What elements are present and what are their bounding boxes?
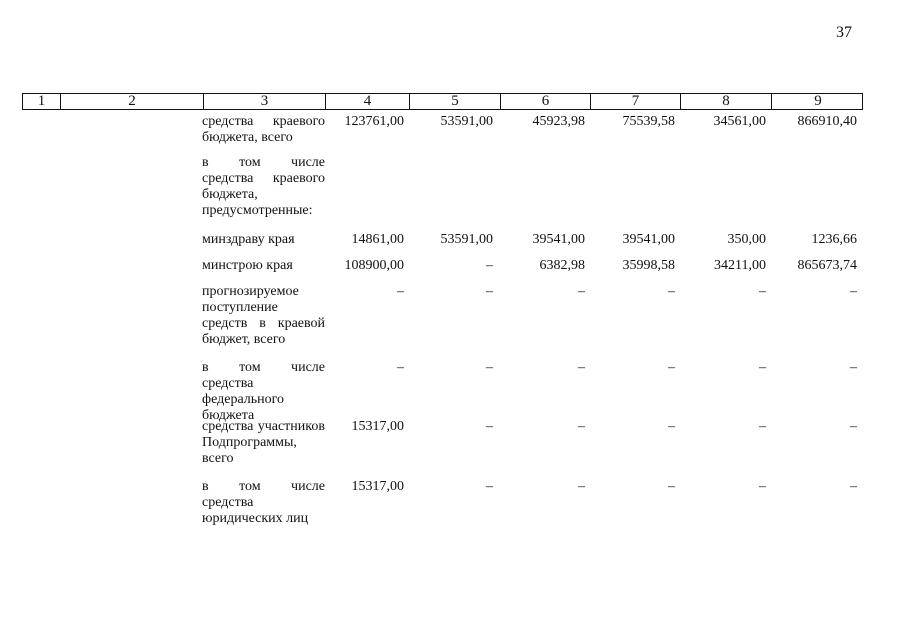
header-col-6: 6 — [500, 94, 590, 109]
cell-col-5: – — [486, 284, 493, 299]
cell-col-4: – — [397, 360, 404, 375]
cell-col-5: – — [486, 258, 493, 273]
header-col-7: 7 — [590, 94, 680, 109]
cell-col-5: – — [486, 419, 493, 434]
cell-col-9: 865673,74 — [797, 258, 857, 273]
row-label: прогнозируемое поступление средств в краевой бюджет, всего — [202, 284, 325, 347]
cell-col-4: 14861,00 — [351, 232, 404, 247]
cell-col-9: 866910,40 — [797, 114, 857, 129]
cell-col-4: 123761,00 — [344, 114, 404, 129]
cell-col-7: – — [668, 284, 675, 299]
cell-col-4: – — [397, 284, 404, 299]
cell-col-8: – — [759, 284, 766, 299]
cell-col-8: 34211,00 — [714, 258, 766, 273]
header-col-9: 9 — [771, 94, 864, 109]
header-col-4: 4 — [325, 94, 409, 109]
row-label: минстрою края — [202, 258, 293, 273]
cell-col-7: – — [668, 360, 675, 375]
cell-col-6: – — [578, 479, 585, 494]
cell-col-5: – — [486, 479, 493, 494]
header-col-5: 5 — [409, 94, 500, 109]
cell-col-7: – — [668, 479, 675, 494]
cell-col-7: 39541,00 — [622, 232, 675, 247]
cell-col-8: 350,00 — [727, 232, 766, 247]
cell-col-9: – — [850, 419, 857, 434]
cell-col-9: – — [850, 360, 857, 375]
cell-col-4: 108900,00 — [344, 258, 404, 273]
cell-col-6: 39541,00 — [532, 232, 585, 247]
cell-col-9: 1236,66 — [811, 232, 857, 247]
row-label: в том числе средства юридических лиц — [202, 479, 325, 526]
row-label: средства участников Подпрограммы, всего — [202, 419, 325, 466]
cell-col-9: – — [850, 479, 857, 494]
cell-col-8: – — [759, 419, 766, 434]
cell-col-8: 34561,00 — [713, 114, 766, 129]
cell-col-8: – — [759, 360, 766, 375]
row-label: в том числе средства федерального бюджета — [202, 360, 325, 423]
header-col-1: 1 — [37, 93, 46, 109]
cell-col-8: – — [759, 479, 766, 494]
cell-col-6: – — [578, 419, 585, 434]
row-label: минздраву края — [202, 232, 295, 247]
cell-col-7: 75539,58 — [622, 114, 675, 129]
cell-col-7: 35998,58 — [622, 258, 675, 273]
cell-col-6: – — [578, 360, 585, 375]
cell-col-5: 53591,00 — [440, 232, 493, 247]
table-header-row — [22, 93, 863, 110]
header-col-3: 3 — [203, 94, 325, 109]
header-col-8: 8 — [680, 94, 771, 109]
cell-col-6: – — [578, 284, 585, 299]
cell-col-5: 53591,00 — [440, 114, 493, 129]
cell-col-9: – — [850, 284, 857, 299]
row-label: средства краевого бюджета, всего — [202, 114, 325, 145]
cell-col-5: – — [486, 360, 493, 375]
cell-col-4: 15317,00 — [351, 479, 404, 494]
cell-col-6: 45923,98 — [532, 114, 585, 129]
page-number: 37 — [836, 24, 852, 41]
cell-col-7: – — [668, 419, 675, 434]
header-col-2: 2 — [60, 94, 203, 109]
cell-col-6: 6382,98 — [539, 258, 585, 273]
cell-col-4: 15317,00 — [351, 419, 404, 434]
row-label: в том числе средства краевого бюджета, предусмотренные: — [202, 155, 325, 218]
